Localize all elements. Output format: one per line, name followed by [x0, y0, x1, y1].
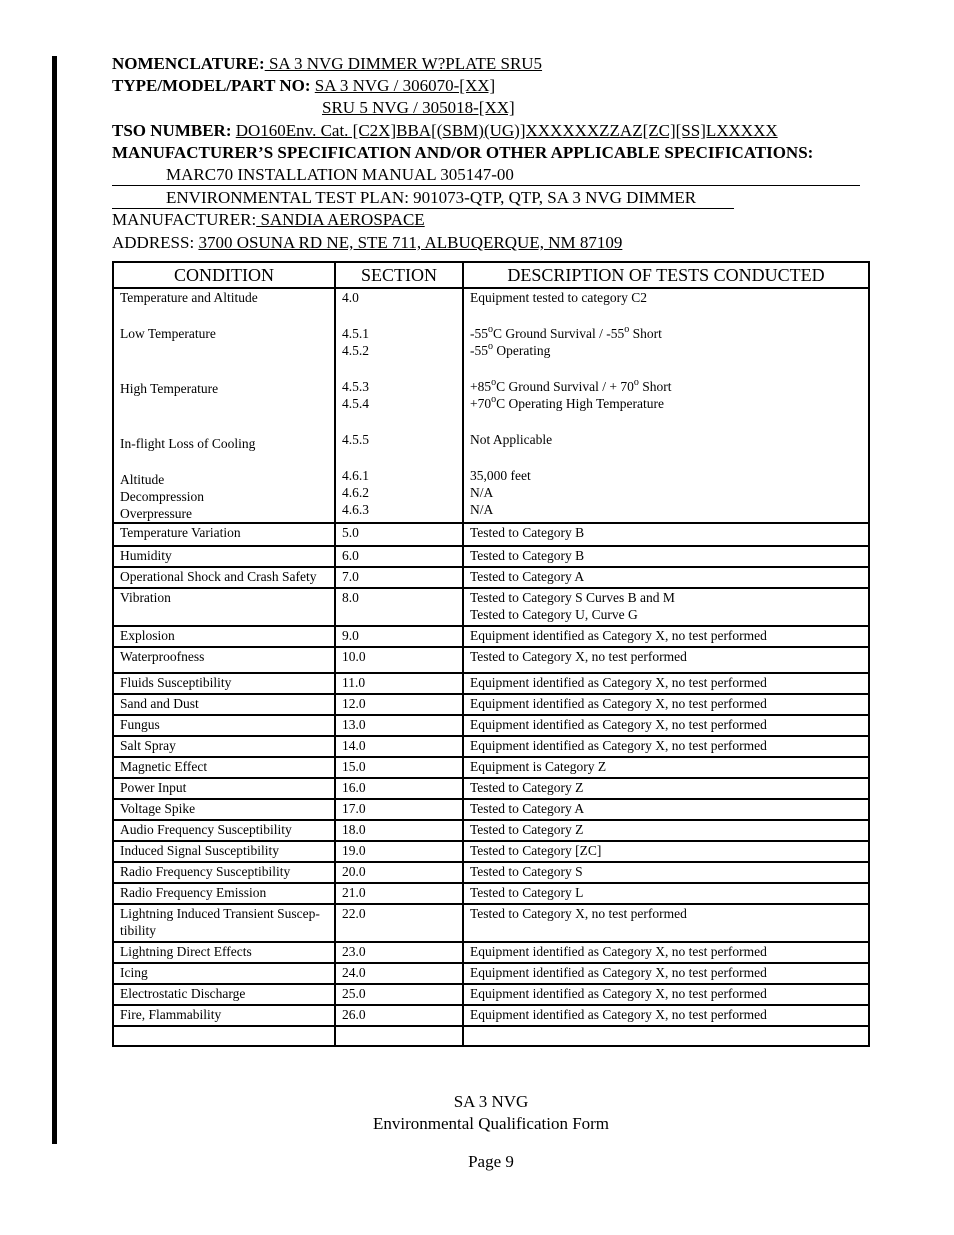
address-value: 3700 OSUNA RD NE, STE 711, ALBUQERQUE, NM 87109 [198, 233, 623, 252]
row-condition: Fire, Flammability [113, 1005, 335, 1026]
row-condition: Icing [113, 963, 335, 984]
table-row [113, 567, 869, 588]
row-description: Tested to Category Z [463, 778, 869, 799]
row-section: 10.0 [335, 647, 463, 673]
manufacturer-value: SANDIA AEROSPACE [256, 210, 425, 229]
table-row [113, 883, 869, 904]
block-descriptions [463, 288, 869, 523]
row-section: 20.0 [335, 862, 463, 883]
desc-low-temp-a: -55$^o$C Ground Survival / -55$^o$ Short [470, 324, 662, 341]
row-condition: Lightning Induced Transient Suscep- tibility [113, 904, 335, 942]
row-description: Equipment identified as Category X, no test performed [463, 715, 869, 736]
address-label: ADDRESS: [112, 233, 199, 252]
column-header-condition: CONDITION [113, 262, 335, 288]
condition-low-temp: Low Temperature [120, 326, 216, 341]
row-condition: Waterproofness [113, 647, 335, 673]
section-high-temp-a: 4.5.3 [342, 379, 369, 394]
row-description: Equipment identified as Category X, no test performed [463, 694, 869, 715]
row-description: Tested to Category Z [463, 820, 869, 841]
table-row [113, 523, 869, 546]
address-line [112, 232, 622, 254]
tso-value: DO160Env. Cat. [C2X]BBA[(SBM)(UG)]XXXXXXZZAZ[ZC][SS]LXXXXX [235, 121, 778, 140]
row-description: Tested to Category S Curves B and M Tested to Category U, Curve G [463, 588, 869, 626]
row-condition: Operational Shock and Crash Safety [113, 567, 335, 588]
table-row [113, 904, 869, 942]
row-section: 23.0 [335, 942, 463, 963]
row-section: 13.0 [335, 715, 463, 736]
row-section: 12.0 [335, 694, 463, 715]
table-row [113, 588, 869, 626]
row-condition: Humidity [113, 546, 335, 567]
empty-cell [463, 1026, 869, 1046]
row-description: Tested to Category [ZC] [463, 841, 869, 862]
row-section: 14.0 [335, 736, 463, 757]
spec-line [112, 142, 813, 164]
table-row [113, 778, 869, 799]
row-section: 7.0 [335, 567, 463, 588]
row-description: Equipment identified as Category X, no test performed [463, 942, 869, 963]
nomenclature-line [112, 53, 542, 75]
type-value-2: SRU 5 NVG / 305018-[XX] [322, 98, 515, 117]
row-section: 22.0 [335, 904, 463, 942]
spec-entry-2-text: ENVIRONMENTAL TEST PLAN: 901073-QTP, QTP, SA 3 NVG DIMMER [166, 188, 697, 207]
row-description: Equipment is Category Z [463, 757, 869, 778]
row-condition: Voltage Spike [113, 799, 335, 820]
table-row [113, 673, 869, 694]
manufacturer-line [112, 209, 425, 231]
row-condition: Magnetic Effect [113, 757, 335, 778]
type-line-2 [322, 97, 515, 119]
spec-entry-1 [112, 164, 860, 186]
table-row [113, 963, 869, 984]
table-row [113, 647, 869, 673]
page-number: Page 9 [468, 1152, 514, 1171]
row-section: 21.0 [335, 883, 463, 904]
row-section: 25.0 [335, 984, 463, 1005]
row-condition: Fluids Susceptibility [113, 673, 335, 694]
nomenclature-value: SA 3 NVG DIMMER W?PLATE SRU5 [264, 54, 543, 73]
type-line [112, 75, 495, 97]
section-low-temp-b: 4.5.2 [342, 343, 369, 358]
spec-label: MANUFACTURER’S SPECIFICATION AND/OR OTHER APPLICABLE SPECIFICATIONS: [112, 143, 814, 162]
row-section: 24.0 [335, 963, 463, 984]
row-description: Equipment identified as Category X, no test performed [463, 626, 869, 647]
row-condition: Sand and Dust [113, 694, 335, 715]
desc-loss-cooling: Not Applicable [470, 432, 553, 447]
row-condition: Induced Signal Susceptibility [113, 841, 335, 862]
row-condition: Audio Frequency Susceptibility [113, 820, 335, 841]
row-description: Tested to Category A [463, 799, 869, 820]
tso-line [112, 120, 778, 142]
desc-decompression: N/A [470, 485, 494, 500]
row-condition: Radio Frequency Emission [113, 883, 335, 904]
section-high-temp-b: 4.5.4 [342, 396, 369, 411]
column-header-section: SECTION [335, 262, 463, 288]
temperature-altitude-block [113, 288, 869, 523]
condition-overpressure: Overpressure [120, 506, 192, 521]
table-row [113, 1005, 869, 1026]
row-section: 8.0 [335, 588, 463, 626]
row-description: Tested to Category X, no test performed [463, 904, 869, 942]
desc-low-temp-b: -55$^o$ Operating [470, 341, 551, 358]
footer-product: SA 3 NVG [453, 1092, 529, 1111]
row-description: Equipment identified as Category X, no test performed [463, 1005, 869, 1026]
desc-overpressure: N/A [470, 502, 494, 517]
desc-temp-alt: Equipment tested to category C2 [470, 290, 647, 305]
type-label: TYPE/MODEL/PART NO: [112, 76, 311, 95]
row-description: Tested to Category A [463, 567, 869, 588]
condition-temp-alt: Temperature and Altitude [120, 290, 258, 305]
desc-high-temp-a: $+85^oC$ Ground Survival / + $70^o$ Short [470, 377, 672, 394]
tso-label: TSO NUMBER: [112, 121, 232, 140]
section-overpressure: 4.6.3 [342, 502, 369, 517]
table-row [113, 862, 869, 883]
manufacturer-label: MANUFACTURER: [112, 210, 257, 229]
table-row [113, 820, 869, 841]
table-row [113, 546, 869, 567]
row-section: 17.0 [335, 799, 463, 820]
type-value-1: SA 3 NVG / 306070-[XX] [314, 76, 496, 95]
row-condition: Salt Spray [113, 736, 335, 757]
footer-form-title: Environmental Qualification Form [372, 1114, 610, 1133]
row-section: 6.0 [335, 546, 463, 567]
table-row [113, 757, 869, 778]
column-header-description: DESCRIPTION OF TESTS CONDUCTED [463, 262, 869, 288]
qualification-table [112, 261, 870, 1047]
row-condition: Fungus [113, 715, 335, 736]
row-description: Tested to Category S [463, 862, 869, 883]
table-row [113, 715, 869, 736]
row-description: Tested to Category L [463, 883, 869, 904]
condition-high-temp: High Temperature [120, 381, 219, 396]
row-description: Equipment identified as Category X, no test performed [463, 963, 869, 984]
table-row [113, 736, 869, 757]
condition-decompression: Decompression [120, 489, 204, 504]
desc-high-temp-b: $+70^oC$ Operating High Temperature [470, 394, 665, 411]
nomenclature-label: NOMENCLATURE: [112, 54, 265, 73]
table-row [113, 694, 869, 715]
section-temp-alt: 4.0 [342, 290, 359, 305]
table-row [113, 984, 869, 1005]
row-description: Tested to Category B [463, 546, 869, 567]
row-section: 19.0 [335, 841, 463, 862]
row-description: Equipment identified as Category X, no test performed [463, 984, 869, 1005]
row-section: 26.0 [335, 1005, 463, 1026]
block-conditions [113, 288, 335, 523]
row-description: Equipment identified as Category X, no test performed [463, 673, 869, 694]
section-decompression: 4.6.2 [342, 485, 369, 500]
section-low-temp-a: 4.5.1 [342, 326, 369, 341]
row-condition: Lightning Direct Effects [113, 942, 335, 963]
section-loss-cooling: 4.5.5 [342, 432, 369, 447]
condition-loss-cooling: In-flight Loss of Cooling [120, 436, 256, 451]
row-section: 16.0 [335, 778, 463, 799]
row-description: Tested to Category X, no test performed [463, 647, 869, 673]
empty-cell [113, 1026, 335, 1046]
block-sections [335, 288, 463, 523]
spec-entry-1-text: MARC70 INSTALLATION MANUAL 305147-00 [166, 165, 514, 184]
desc-altitude: 35,000 feet [470, 468, 531, 483]
row-section: 18.0 [335, 820, 463, 841]
condition-altitude: Altitude [120, 472, 165, 487]
table-header-row [113, 262, 869, 288]
row-section: 5.0 [335, 523, 463, 546]
row-description: Equipment identified as Category X, no test performed [463, 736, 869, 757]
table-row [113, 626, 869, 647]
spec-entry-2 [112, 187, 734, 209]
section-altitude: 4.6.1 [342, 468, 369, 483]
row-section: 11.0 [335, 673, 463, 694]
row-section: 15.0 [335, 757, 463, 778]
row-condition: Temperature Variation [113, 523, 335, 546]
row-description: Tested to Category B [463, 523, 869, 546]
empty-table-row [113, 1026, 869, 1046]
row-condition: Radio Frequency Susceptibility [113, 862, 335, 883]
row-condition: Explosion [113, 626, 335, 647]
table-row [113, 799, 869, 820]
empty-cell [335, 1026, 463, 1046]
row-condition: Vibration [113, 588, 335, 626]
table-row [113, 942, 869, 963]
row-condition: Electrostatic Discharge [113, 984, 335, 1005]
revision-change-bar [52, 56, 57, 1144]
table-row [113, 841, 869, 862]
row-condition: Power Input [113, 778, 335, 799]
row-section: 9.0 [335, 626, 463, 647]
